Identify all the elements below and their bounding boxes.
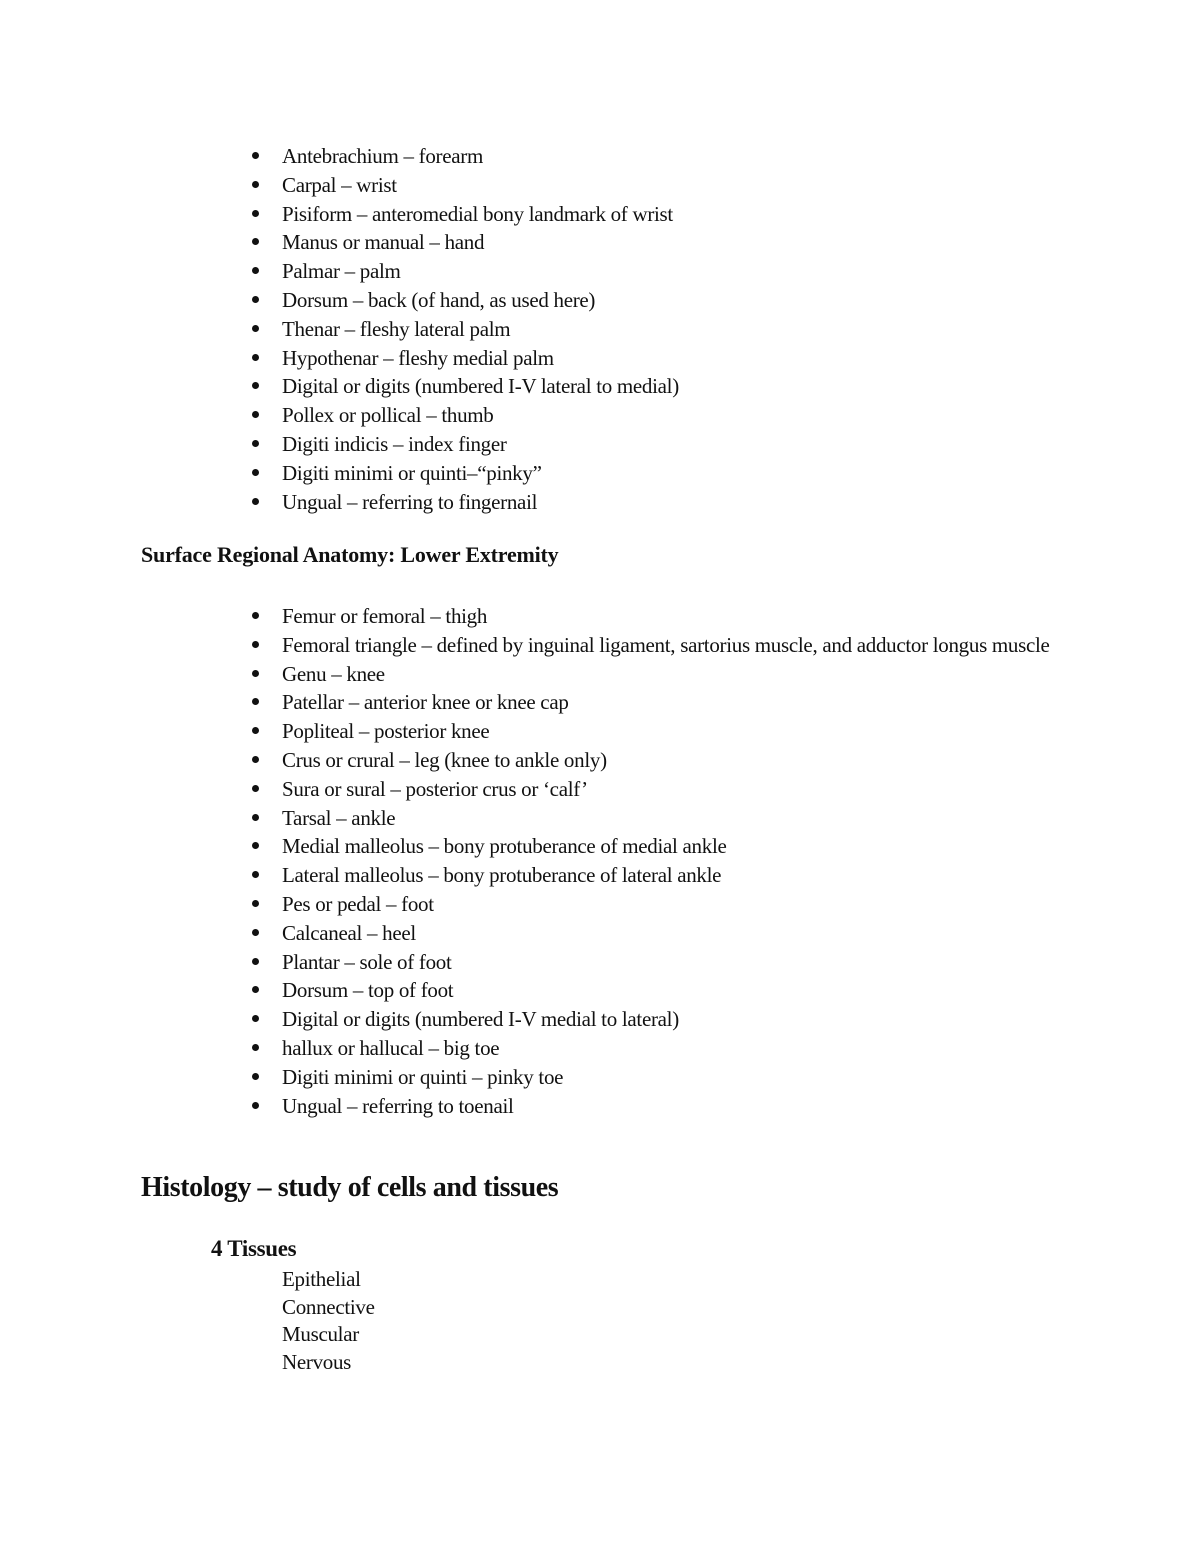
term-text: Genu – knee [282,661,385,686]
tissue-item: Nervous [282,1349,352,1374]
tissue-item: Muscular [282,1322,359,1346]
list-item [246,488,1066,517]
list-item [246,919,1066,948]
term-text: Crus or crural – leg (knee to ankle only) [282,747,607,772]
bullet-icon [252,181,259,188]
term-text: Plantar – sole of foot [282,949,452,974]
list-item [246,861,1066,890]
upper-extremity-list [246,142,1066,516]
bullet-icon [252,411,259,418]
list-item [246,717,1066,746]
list-item [246,890,1066,919]
term-text: Ungual – referring to toenail [282,1093,514,1118]
term-text: Digiti minimi or quinti – pinky toe [282,1064,564,1089]
bullet-icon [252,325,259,332]
list-item [246,286,1066,315]
list-item [246,430,1066,459]
list-item [246,1063,1066,1092]
list-item [246,1005,1066,1034]
list-item [246,660,1066,689]
bullet-icon [252,1102,259,1109]
list-item [246,401,1066,430]
bullet-icon [252,842,259,849]
term-text: Hypothenar – fleshy medial palm [282,345,554,370]
list-item [246,631,1066,660]
term-text: Lateral malleolus – bony protuberance of lateral ankle [282,863,722,888]
bullet-icon [252,871,259,878]
bullet-icon [252,354,259,361]
list-item [246,1092,1066,1121]
list-item [246,257,1066,286]
bullet-icon [252,440,259,447]
lower-extremity-list [246,602,1066,1120]
list-item [246,142,1066,171]
list-item [246,1034,1066,1063]
term-text: Carpal – wrist [282,172,397,197]
bullet-icon [252,756,259,763]
term-text: Femoral triangle – defined by inguinal ligament, sartorius muscle, and adductor longus muscle [282,632,1050,657]
bullet-icon [252,670,259,677]
bullet-icon [252,785,259,792]
term-text: Digital or digits (numbered I-V medial to lateral) [282,1007,679,1032]
term-text: Dorsum – back (of hand, as used here) [282,287,596,312]
bullet-icon [252,238,259,245]
term-text: Ungual – referring to fingernail [282,489,538,514]
list-item [246,948,1066,977]
bullet-icon [252,900,259,907]
tissues-subheading: 4 Tissues [211,1236,297,1261]
bullet-icon [252,1015,259,1022]
term-text: Manus or manual – hand [282,230,485,255]
term-text: Pes or pedal – foot [282,891,434,916]
list-item [246,344,1066,373]
term-text: Antebrachium – forearm [282,144,483,168]
list-item [246,976,1066,1005]
bullet-icon [252,1044,259,1051]
bullet-icon [252,698,259,705]
term-text: Palmar – palm [282,259,401,284]
term-text: Patellar – anterior knee or knee cap [282,690,569,715]
list-item [246,804,1066,833]
bullet-icon [252,498,259,505]
list-item [246,688,1066,717]
list-item [246,228,1066,257]
term-text: Sura or sural – posterior crus or ‘calf’ [282,776,588,801]
term-text: Digiti minimi or quinti–“pinky” [282,460,542,485]
bullet-icon [252,929,259,936]
bullet-icon [252,267,259,274]
bullet-icon [252,469,259,476]
term-text: Femur or femoral – thigh [282,604,488,628]
bullet-icon [252,727,259,734]
term-text: Medial malleolus – bony protuberance of medial ankle [282,834,727,859]
bullet-icon [252,382,259,389]
term-text: Digiti indicis – index finger [282,431,507,456]
bullet-icon [252,1073,259,1080]
tissue-list [282,1266,375,1376]
list-item [246,459,1066,488]
list-item [246,315,1066,344]
term-text: Thenar – fleshy lateral palm [282,316,511,341]
term-text: Pollex or pollical – thumb [282,403,494,428]
lower-extremity-heading: Surface Regional Anatomy: Lower Extremity [141,542,559,567]
list-item [246,372,1066,401]
bullet-icon [252,296,259,303]
list-item [246,746,1066,775]
term-text: Pisiform – anteromedial bony landmark of wrist [282,201,673,226]
tissue-item: Epithelial [282,1267,361,1291]
list-item [246,171,1066,200]
bullet-icon [252,814,259,821]
term-text: Tarsal – ankle [282,805,396,830]
bullet-icon [252,986,259,993]
bullet-icon [252,958,259,965]
bullet-icon [252,641,259,648]
term-text: Dorsum – top of foot [282,978,454,1003]
bullet-icon [252,210,259,217]
term-text: hallux or hallucal – big toe [282,1035,500,1060]
list-item [246,832,1066,861]
bullet-icon [252,612,259,619]
histology-heading: Histology – study of cells and tissues [141,1172,559,1203]
term-text: Digital or digits (numbered I-V lateral to medial) [282,374,679,399]
bullet-icon [252,152,259,159]
term-text: Popliteal – posterior knee [282,719,490,744]
list-item [246,602,1066,631]
term-text: Calcaneal – heel [282,920,416,945]
tissue-item: Connective [282,1294,375,1319]
list-item [246,200,1066,229]
list-item [246,775,1066,804]
